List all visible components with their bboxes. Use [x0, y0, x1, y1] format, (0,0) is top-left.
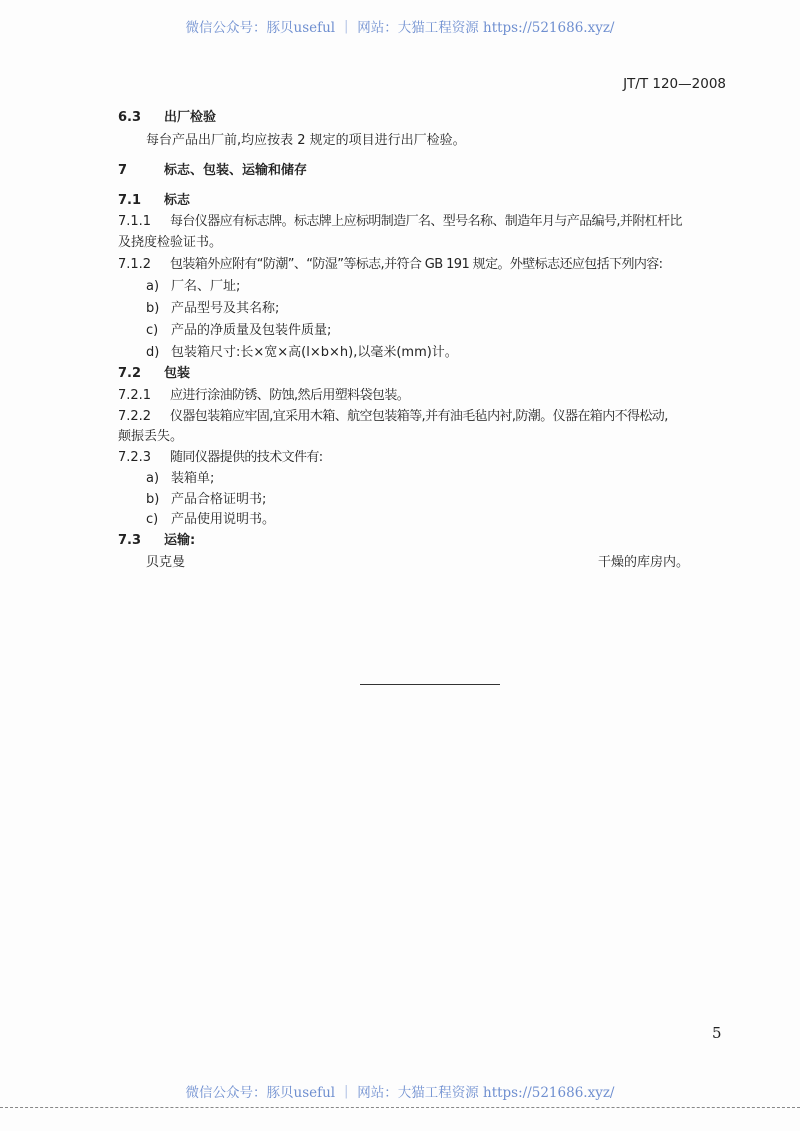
line-text: 产品型号及其名称;: [171, 301, 280, 316]
line-n: [118, 214, 682, 230]
line-text: 应进行涂油防锈、防蚀,然后用塑料袋包装。: [170, 388, 410, 403]
section-number: 7.2.1: [118, 388, 152, 403]
line-text: 标志、包装、运输和储存: [164, 163, 308, 178]
line-text: 装箱单;: [171, 471, 215, 486]
line-l: [146, 512, 275, 528]
line-text: 产品的净质量及包装件质量;: [171, 323, 332, 338]
line-h: [118, 533, 195, 549]
line-l: [146, 301, 279, 317]
line-n: [118, 450, 323, 466]
line-text: 包装: [164, 366, 191, 381]
line-text: 产品使用说明书。: [171, 512, 276, 527]
line-n: [118, 257, 662, 273]
line-text: 每台产品出厂前,均应按表 2 规定的项目进行出厂检验。: [146, 133, 466, 148]
line-h: [118, 366, 190, 382]
list-label: c): [146, 512, 159, 527]
line-text: 产品合格证明书;: [171, 492, 267, 507]
line-l: [146, 471, 214, 487]
watermark-bottom: 微信公众号：豚贝useful ｜ 网站：大猫工程资源 https://521686.xyz/: [185, 1085, 615, 1101]
line-p: [146, 133, 466, 149]
list-label: c): [146, 323, 159, 338]
line-text: 包装箱外应附有“防潮”、“防湿”等标志,并符合 GB 191 规定。外壁标志还应包括下列内容:: [170, 257, 663, 272]
line-text: 运输:: [164, 533, 196, 548]
line-text: 包装箱尺寸:长×宽×高(l×b×h),以毫米(mm)计。: [171, 345, 458, 360]
list-label: b): [146, 301, 160, 316]
line-text: 出厂检验: [164, 110, 217, 125]
truncated-text-left: 贝克曼: [146, 555, 186, 570]
page-number: 5: [712, 1024, 722, 1042]
standard-number: JT/T 120—2008: [623, 76, 726, 92]
list-label: b): [146, 492, 160, 507]
list-label: a): [146, 279, 160, 294]
section-number: 7.1.2: [118, 257, 152, 272]
section-number: 7: [118, 163, 128, 178]
line-l: [146, 279, 240, 295]
line-text: 厂名、厂址;: [171, 279, 241, 294]
section-number: 7.2.3: [118, 450, 152, 465]
watermark-top: 微信公众号：豚贝useful ｜ 网站：大猫工程资源 https://521686.xyz/: [185, 20, 615, 36]
line-h: [118, 163, 307, 179]
section-number: 7.3: [118, 533, 142, 548]
line-text: 随同仪器提供的技术文件有:: [170, 450, 323, 465]
section-number: 6.3: [118, 110, 142, 125]
line-text: 颠振丢失。: [118, 429, 184, 444]
line-h: [118, 193, 190, 209]
line-n: [118, 409, 668, 425]
line-text: 仪器包装箱应牢固,宜采用木箱、航空包装箱等,并有油毛毡内衬,防潮。仪器在箱内不得松动,: [170, 409, 668, 424]
line-text: 及挠度检验证书。: [118, 235, 223, 250]
line-text: 每台仪器应有标志牌。标志牌上应标明制造厂名、型号名称、制造年月与产品编号,并附杠杆比: [170, 214, 682, 229]
line-c: [118, 235, 222, 251]
line-l: [146, 492, 266, 508]
section-number: 7.1: [118, 193, 142, 208]
section-number: 7.2: [118, 366, 142, 381]
line-h: [118, 110, 216, 126]
footer-rule: [0, 1107, 800, 1108]
section-number: 7.1.1: [118, 214, 152, 229]
line-c: [118, 429, 183, 445]
section-number: 7.2.2: [118, 409, 152, 424]
line-l: [146, 345, 458, 361]
truncated-text-right: 干燥的库房内。: [598, 555, 690, 570]
list-label: d): [146, 345, 160, 360]
line-l: [146, 323, 331, 339]
line-n: [118, 388, 409, 404]
line-text: 标志: [164, 193, 191, 208]
end-rule: [360, 684, 500, 685]
list-label: a): [146, 471, 160, 486]
